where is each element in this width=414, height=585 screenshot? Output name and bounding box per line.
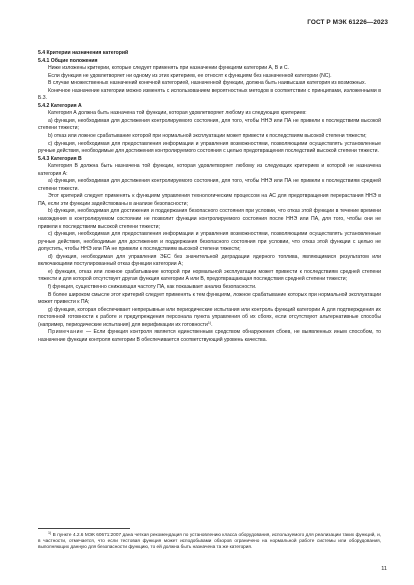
paragraph: Конечное назначение категории можно изменять с использованием вероятностных методов в соответствии с принципами, изложенными в Б.3. <box>38 87 381 102</box>
paragraph: Если функция не удовлетворяет ни одному из этих критериев, ее относят к функциям без назначенной категории (NC). <box>48 72 332 79</box>
paragraph: Ниже изложены критерии, которые следует применять при назначении функциям категории А, В и С. <box>48 65 290 72</box>
footnote-divider <box>38 528 130 529</box>
list-item: e) функция, отказ или ложное срабатывание которой при нормальной эксплуатации может привести к последствиям средней степени тяжести и для которой отсутствует другая функция категории А или В, предотвращающая последствия средней степени тяжести; <box>38 268 381 283</box>
paragraph: В более широком смысле этот критерий следует применять к тем функциям, ложное срабатывание которых при нормальной эксплуатации может привести к ПА; <box>38 291 381 306</box>
page-number: 11 <box>381 566 387 572</box>
list-item: b) функция, необходимая для достижения и поддержания безопасного состояния при условии, что отказ этой функции в течение времени нахождения в контролируемом состоянии не позволит функции контролируемого состояния после ННЭ или ПА, для того, чтобы они не привели к последствиям высокой степени тяжести; <box>38 208 381 230</box>
subsection-heading: 5.4.1 Общие положения <box>38 57 98 64</box>
list-item-text: g) функция, которая обеспечивает непрерывные или периодические испытания или контроль функций категории А для подтверждения их постоянной готовности к работе и предупреждения персонала пункта управления об их сбоях, если отсутствуют альтернативные способы (например, периодические испытания) для верификации их готовности <box>38 306 381 328</box>
list-item: a) функция, необходимая для достижения контролируемого состояния, для того, чтобы ННЭ или ПА не привели к последствиям средней степени тяжести. <box>38 178 381 192</box>
paragraph: В случае множественных назначений конечной категорией, назначенной функции, должна быть наивысшая категория из возможных. <box>48 80 366 87</box>
paragraph: Категория В должна быть назначена той функции, которая удовлетворяет любому из следующих критериев и которой не назначена категория А: <box>38 163 381 177</box>
note-text: — Если функция контроля является единственным средством обнаружения сбоев, не выявленных иным способом, то назначение функции контроля категории В обеспечивается соответствующий уровень качества. <box>38 329 381 343</box>
list-item: f) функция, существенно снижающая частоту ПА, как показывает анализ безопасности. <box>48 283 257 290</box>
footnote <box>38 532 381 551</box>
list-item: c) функция, необходимая для предоставления информации и управления возможностями, позволяющими осуществлять установленные ручные действия, необходимые для достижения и поддержания безопасного состояния при условии, что отказ этой функции с целью не допустить, чтобы ННЭ или ПА не привели к последствиям высокой степени тяжести; <box>38 231 381 253</box>
footnote-marker: 1) <box>48 530 52 535</box>
subsection-heading: 5.4.2 Категория А <box>38 102 82 109</box>
paragraph: Этот критерий следует применять к функциям управления технологическим процессом на АС для предотвращения перерастания ННЭ в ПА, если эти функции задействованы в анализе безопасности; <box>38 193 381 207</box>
list-item: a) функция, необходимая для достижения контролируемого состояния, для того, чтобы ННЭ или ПА не привели к последствиям высокой степени тяжести; <box>38 117 381 132</box>
paragraph: Категория А должна быть назначена той функции, которая удовлетворяет любому из следующих критериев: <box>48 110 307 117</box>
list-item: g) функция, которая обеспечивает непрерывные или периодические испытания или контроль функций категории А для подтверждения их постоянной готовности к работе и предупреждения персонала пункта управления об их сбоях, если отсутствуют альтернативные способы (например, периодические испытания) для верификации их готовности$^{1)}$. <box>38 306 381 328</box>
note <box>38 329 381 344</box>
list-item: c) функция, необходимая для предоставления информации и управления возможностями, позволяющими осуществлять установленные ручные действия, необходимые для достижения контролируемого состояния с целью предотвращения последствий высокой степени тяжести. <box>38 140 381 155</box>
note-label: Примечание <box>48 329 84 336</box>
footnote-text: В пункте 4.2.6 МЭК 60671:2007 дана четкая рекомендация по установлению класса оборудования, используемого для реализации таких функций, и, в частности, отмечается, что если тестовая функция может исподобьвами обзоров ограничено на нормальной работе системы или оборудования, выполняющих данную для безопасности функцию, то ей должна быть назначена та же категория. <box>38 532 381 550</box>
page-body <box>38 50 381 344</box>
list-item: b) отказ или ложное срабатывание которой при нормальной эксплуатации может привести к последствиям высокой степени тяжести; <box>48 133 367 140</box>
subsection-heading: 5.4.3 Категория В <box>38 155 82 162</box>
page-header: ГОСТ Р МЭК 61226—2023 <box>307 19 388 26</box>
list-item: d) функция, необходимая для управления ЭЕС без значительной деградации ядерного топлива, являющимися результатом или включающими постулированный отказ функции категории А; <box>38 253 381 268</box>
section-heading: 5.4 Критерии назначения категорий <box>38 50 129 56</box>
footnote-ref[interactable]: 1) <box>207 320 212 325</box>
